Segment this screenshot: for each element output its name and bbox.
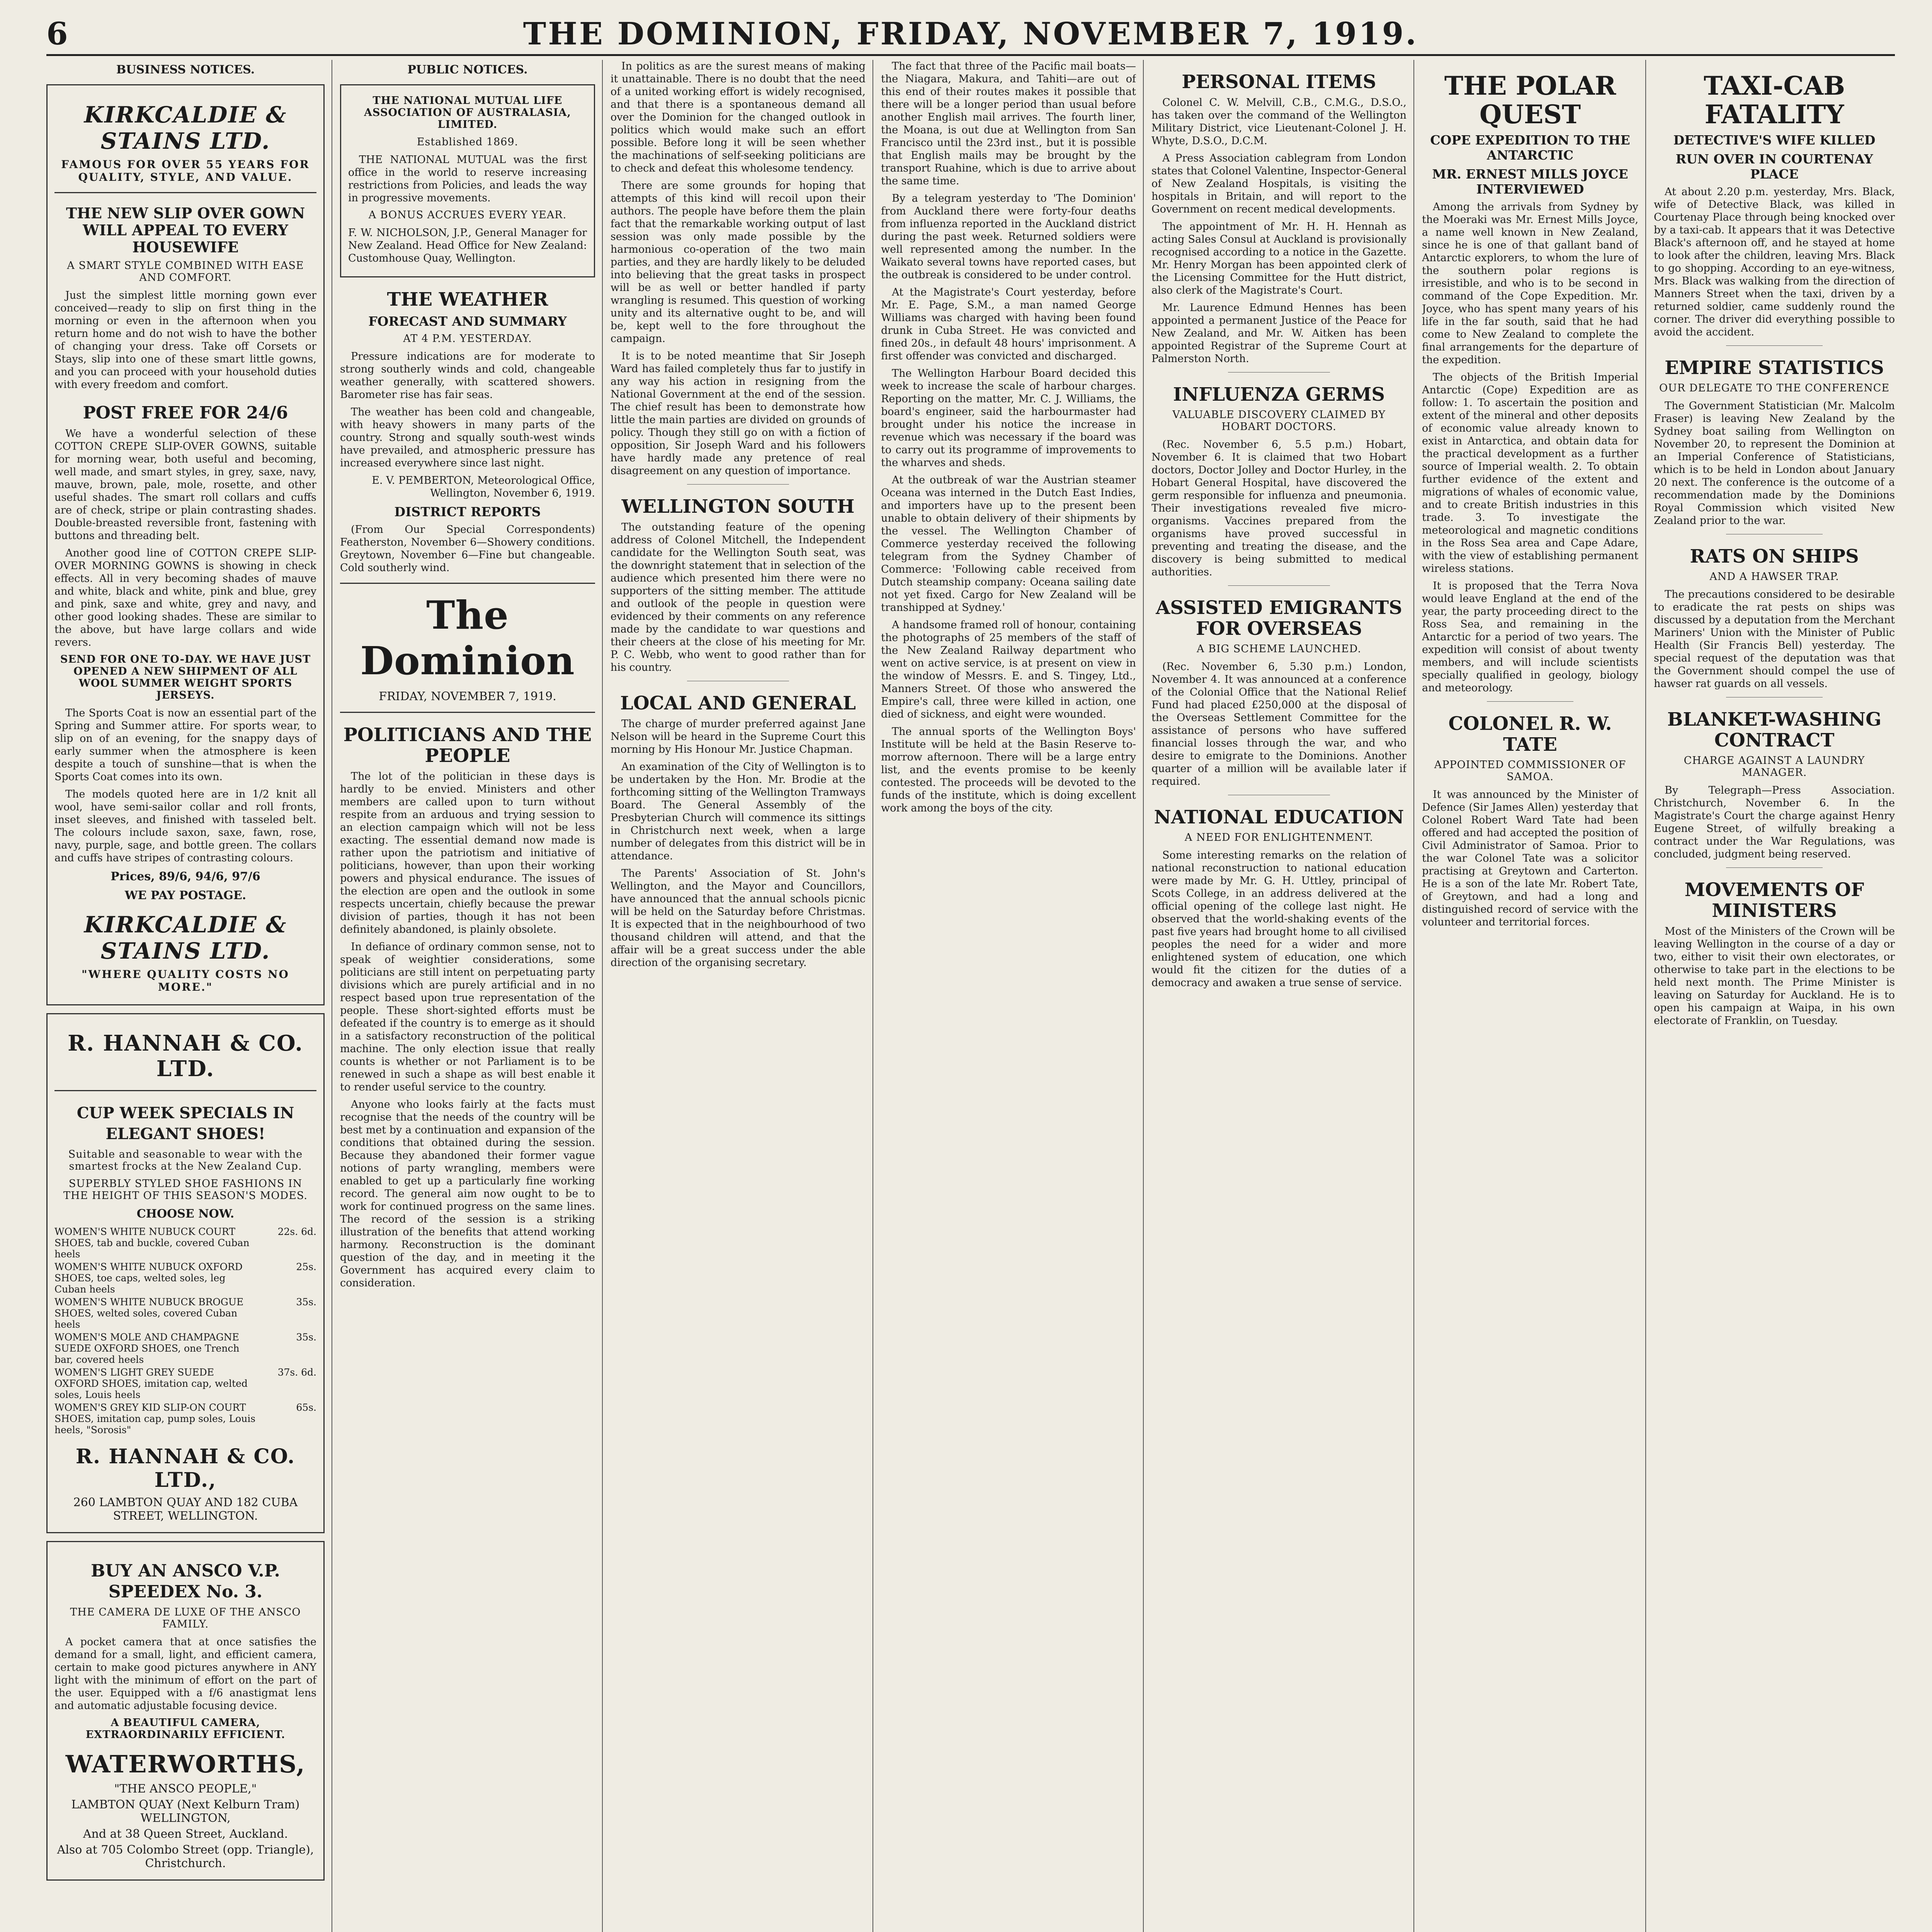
- article-paragraph: A Press Association cablegram from London states that Colonel Valentine, Inspector-General of New Zealand Hospitals, is visiting the hospitals in Britain, and will report to the Government on recent medical developments.: [1151, 152, 1406, 215]
- editorial-paragraph: It is to be noted meantime that Sir Joseph Ward has failed completely thus far to justify in any way his action in resigning from the National Government at the end of the session. The chief result has been to demonstrate how little the main parties are divided on grounds of policy. Though they still go on with a fiction of opposition, Sir Joseph Ward and his followers have hardly made any pretence of real disagreement on any question of importance.: [611, 350, 866, 477]
- article-heading: PERSONAL ITEMS: [1182, 71, 1376, 93]
- weather-paragraph: Pressure indications are for moderate to strong southerly winds and cold, changeable weather generally, with scattered showers. Barometer rise has fair seas.: [340, 350, 595, 401]
- advert-paragraph: The Sports Coat is now an essential part of the Spring and Summer attire. For sports wear, to slip on of an evening, for the snappy days of early summer when the atmosphere is keen despite a touch of sunshine—that is when the Sports Coat comes into its own.: [54, 707, 316, 783]
- column-rule: [1413, 60, 1414, 1932]
- article-paragraph: Most of the Ministers of the Crown will be leaving Wellington in the course of a day or two, either to visit their own electorates, or otherwise to take part in the elections to be held next month. The Prime Minister is leaving on Saturday for Auckland. He is to open his campaign at Waipa, in his own electorate of Franklin, on Tuesday.: [1654, 925, 1895, 1027]
- shoe-name: WOMEN'S MOLE AND CHAMPAGNE SUEDE OXFORD SHOES, one Trench bar, covered heels: [54, 1332, 240, 1365]
- article-paragraph: The objects of the British Imperial Antarctic (Cope) Expedition are as follow: 1. To ascertain the position and extent of the mineral and other deposits of economic value already known to exist in Antarctica, and obtain data for the practical development as a further source of Imperial wealth. 2. To obtain further evidence of the extent and migrations of whales of economic value, and to create British industries in this trade. 3. To investigate the meteorological and magnetic conditions in the Ross Sea area and Cape Adare, with the view of establishing permanent wireless stations.: [1422, 371, 1638, 575]
- column-rule: [1645, 60, 1646, 1932]
- advertiser-name: KIRKCALDIE & STAINS LTD.: [84, 102, 287, 154]
- flag-dateline: FRIDAY, NOVEMBER 7, 1919.: [379, 690, 556, 703]
- article-heading: ASSISTED EMIGRANTS FOR OVERSEAS: [1156, 597, 1402, 639]
- advert-subheading: SEND FOR ONE TO-DAY. WE HAVE JUST OPENED A NEW SHIPMENT OF ALL WOOL SUMMER WEIGHT SPORTS JERSEYS.: [60, 653, 311, 701]
- advertiser-address: 260 LAMBTON QUAY AND 182 CUBA STREET, WELLINGTON.: [73, 1496, 298, 1523]
- article-subheading: OUR DELEGATE TO THE CONFERENCE: [1659, 382, 1890, 394]
- notice-paragraph: THE NATIONAL MUTUAL was the first office in the world to reserve increasing restrictions from Policies, and leads the way in progressive movements.: [348, 154, 587, 204]
- article-paragraph: The charge of murder preferred against Jane Nelson will be heard in the Supreme Court this morning by His Honour Mr. Justice Chapman.: [611, 718, 866, 755]
- advert-heading: CUP WEEK SPECIALS IN ELEGANT SHOES!: [77, 1104, 294, 1143]
- article-subheading: COPE EXPEDITION TO THE ANTARCTIC: [1430, 133, 1630, 163]
- article-heading: EMPIRE STATISTICS: [1665, 357, 1884, 379]
- advert-choose: CHOOSE NOW.: [136, 1207, 235, 1221]
- shoe-item: [54, 1402, 316, 1435]
- news-paragraph: The Wellington Harbour Board decided this week to increase the scale of harbour charges. Reporting on the matter, Mr. C. J. Williams, the board's engineer, said the harbourmaster had brought under his notice the increase in revenue which was necessary if the board was to carry out its programme of improvements to the wharves and sheds.: [881, 367, 1136, 469]
- article-paragraph: Some interesting remarks on the relation of national reconstruction to national education were made by Mr. G. H. Uttley, principal of Scots College, in an address delivered at the official opening of the college last night. He observed that the world-shaking events of the past five years had brought home to all civilised peoples the need for a wider and more enlightened system of education, one which would fit the citizen for the duties of a democracy and awaken a true sense of service.: [1151, 849, 1406, 989]
- advert-subheading: Suitable and seasonable to wear with the smartest frocks at the New Zealand Cup.: [68, 1148, 303, 1172]
- article-paragraph: Among the arrivals from Sydney by the Moeraki was Mr. Ernest Mills Joyce, a name well known in New Zealand, since he is one of that gallant band of Antarctic explorers, to whom the lure of the southern polar regions is irresistible, and who is to be second in command of the Cope Expedition. Mr. Joyce, who has spent many years of his life in the far south, said that he had come to New Zealand to complete the final arrangements for the departure of the expedition.: [1422, 201, 1638, 366]
- shoe-price: 35s.: [296, 1332, 316, 1343]
- article-subheading: DETECTIVE'S WIFE KILLED: [1673, 133, 1876, 148]
- article-heading: NATIONAL EDUCATION: [1154, 806, 1404, 828]
- article-paragraph: It was announced by the Minister of Defence (Sir James Allen) yesterday that Colonel Robert Ward Tate had been offered and had accepted the position of Civil Administrator of Samoa. Prior to the war Colonel Tate was a solicitor practising at Greytown and Carterton. He is a son of the late Mr. Robert Tate, of Greytown, and had a long and distinguished record of service with the volunteer and territorial forces.: [1422, 789, 1638, 928]
- shoe-name: WOMEN'S WHITE NUBUCK COURT SHOES, tab and buckle, covered Cuban heels: [54, 1226, 250, 1260]
- weather-time: AT 4 P.M. YESTERDAY.: [403, 333, 532, 345]
- weather-signature: E. V. PEMBERTON, Meteorological Office, Wellington, November 6, 1919.: [372, 474, 595, 499]
- editorial-heading: POLITICIANS AND THE PEOPLE: [343, 724, 592, 767]
- article-paragraph: The appointment of Mr. H. H. Hennah as acting Sales Consul at Auckland is provisionally recognised according to a notice in the Gazette. Mr. Henry Morgan has been appointed clerk of the Licensing Committee for the Hutt district, also clerk of the Magistrate's Court.: [1151, 221, 1406, 296]
- newspaper-flag: The Dominion: [360, 592, 575, 684]
- shoe-price: 22s. 6d.: [277, 1226, 316, 1237]
- shoe-item: [54, 1367, 316, 1400]
- column-editorial: [611, 60, 866, 1932]
- column-business-notices: [46, 60, 325, 1932]
- page-number: 6: [46, 15, 68, 52]
- district-heading: DISTRICT REPORTS: [394, 504, 541, 519]
- article-heading: RATS ON SHIPS: [1690, 546, 1859, 567]
- advertiser-name: R. HANNAH & CO. LTD.: [68, 1031, 303, 1082]
- national-mutual-notice: [340, 84, 595, 277]
- advert-paragraph: A pocket camera that at once satisfies the demand for a small, light, and efficient camera, certain to make good pictures anywhere in ANY light with the minimum of effort on the part of the user. Equipped with a f/6 anastigmat lens and automatic adjustable focusing device.: [54, 1636, 316, 1712]
- article-subheading: MR. ERNEST MILLS JOYCE INTERVIEWED: [1432, 167, 1628, 197]
- article-heading: MOVEMENTS OF MINISTERS: [1684, 879, 1864, 922]
- news-paragraph: A handsome framed roll of honour, containing the photographs of 25 members of the staff of the New Zealand Railway department who went on active service, is at present on view in the window of Messrs. E. and S. Tingey, Ltd., Manners Street. Of those who answered the Empire's call, three were killed in action, one died of sickness, and eight were wounded.: [881, 619, 1136, 720]
- advertiser-address: LAMBTON QUAY (Next Kelburn Tram) WELLINGTON,: [71, 1798, 300, 1825]
- section-label: BUSINESS NOTICES.: [116, 63, 255, 77]
- shoe-name: WOMEN'S GREY KID SLIP-ON COURT SHOES, imitation cap, pump soles, Louis heels, "Sorosis": [54, 1402, 256, 1435]
- column-personal: [1151, 60, 1406, 1932]
- editorial-paragraph: Anyone who looks fairly at the facts must recognise that the needs of the country will be best met by a continuation and expansion of the conditions that obtained during the session. Because they abandoned their former vague notions of party wrangling, members were enabled to get up a particularly fine working record. The general aim now ought to be to work for continued progress on the same lines. The record of the session is a striking illustration of the benefits that attend working harmony. Reconstruction is the dominant question of the day, and in meeting it the Government has acquired every claim to consideration.: [340, 1099, 595, 1289]
- divider: [1228, 585, 1330, 586]
- article-paragraph: (Rec. November 6, 5.5 p.m.) Hobart, November 6. It is claimed that two Hobart doctors, Doctor Jolley and Doctor Hurley, in the Hobart General Hospital, have discovered the germ responsible for influenza and pneumonia. Their investigations revealed five micro-organisms. Vaccines prepared from the organisms have proved successful in preventing and treating the disease, and the discovery is being submitted to medical authorities.: [1151, 439, 1406, 578]
- advertiser-subname: "THE ANSCO PEOPLE,": [114, 1782, 257, 1796]
- advert-paragraph: Another good line of COTTON CREPE SLIP-OVER MORNING GOWNS is showing in check effects. All in very becoming shades of mauve and white, black and white, pink and blue, grey and pink, saxe and white, grey and navy, and other good looking shades. These are similar to the above, but have large collars and wide revers.: [54, 547, 316, 648]
- divider: [1487, 701, 1573, 702]
- article-heading: THE POLAR QUEST: [1444, 71, 1616, 129]
- article-heading: BLANKET-WASHING CONTRACT: [1667, 709, 1882, 751]
- advert-paragraph: The models quoted here are in 1/2 knit all wool, have semi-sailor collar and roll fronts, inset sleeves, and finished with tasseled belt. The colours include saxon, saxe, fawn, rose, navy, purple, sage, and bottle green. The collars and cuffs have stripes of contrasting colours.: [54, 788, 316, 864]
- article-paragraph: The outstanding feature of the opening address of Colonel Mitchell, the Independent candidate for the Wellington South seat, was the downright statement that in selection of the audience which presented him there were no supporters of the sitting member. The attitude and outlook of the people in question were evidenced by their comments on any reference made by the candidate to war questions and their cheers at the close of his meeting for Mr. P. C. Webb, who went to good rather than for his country.: [611, 521, 866, 673]
- column-polar: [1422, 60, 1638, 1932]
- article-paragraph: Colonel C. W. Melvill, C.B., C.M.G., D.S.O., has taken over the command of the Wellington Military District, vice Lieutenant-Colonel J. H. Whyte, D.S.O., D.C.M.: [1151, 97, 1406, 147]
- article-paragraph: The precautions considered to be desirable to eradicate the rat pests on ships was discussed by a deputation from the Merchant Mariners' Union with the Minister of Public Health (Sir Francis Bell) yesterday. The special request of the deputation was that the Government should compel the use of hawser rat guards on all vessels.: [1654, 588, 1895, 690]
- advertiser-address: Also at 705 Colombo Street (opp. Triangle), Christchurch.: [57, 1843, 314, 1870]
- divider: [340, 712, 595, 713]
- article-heading: COLONEL R. W. TATE: [1448, 713, 1612, 755]
- advertiser-address: And at 38 Queen Street, Auckland.: [83, 1827, 288, 1841]
- advertiser-tagline: FAMOUS FOR OVER 55 YEARS FOR QUALITY, STYLE, AND VALUE.: [61, 158, 310, 184]
- notice-bonus: A BONUS ACCRUES EVERY YEAR.: [368, 209, 567, 221]
- article-subheading: AND A HAWSER TRAP.: [1709, 571, 1839, 583]
- divider: [340, 583, 595, 584]
- masthead: [46, 12, 1895, 56]
- advert-paragraph: Just the simplest little morning gown ever conceived—ready to slip on first thing in the morning or even in the afternoon when you return home and do not wish to have the bother of changing your dress. Take off Corsets or Stays, slip into one of these smart little gowns, and you can proceed with your household duties with every freedom and comfort.: [54, 289, 316, 391]
- article-paragraph: The Government Statistician (Mr. Malcolm Fraser) is leaving New Zealand by the Sydney boat sailing from Wellington on November 20, to represent the Dominion at an Imperial Conference of Statisticians, which is to be held in London about January 20 next. The conference is the outcome of a recommendation made by the Dominions Royal Commission which visited New Zealand prior to the war.: [1654, 400, 1895, 527]
- advert-prices: Prices, 89/6, 94/6, 97/6: [111, 870, 260, 883]
- shoe-item: [54, 1261, 316, 1295]
- ansco-advert: [46, 1541, 325, 1881]
- article-subheading: CHARGE AGAINST A LAUNDRY MANAGER.: [1684, 755, 1865, 779]
- notice-title: THE NATIONAL MUTUAL LIFE ASSOCIATION OF AUSTRALASIA, LIMITED.: [364, 95, 571, 131]
- column-rule: [872, 60, 873, 1932]
- advertiser-motto: "WHERE QUALITY COSTS NO MORE.": [82, 968, 289, 993]
- kirkcaldie-advert: [46, 84, 325, 1005]
- column-news: [1654, 60, 1895, 1932]
- newspaper-title: THE DOMINION, FRIDAY, NOVEMBER 7, 1919.: [523, 15, 1418, 52]
- news-paragraph: The fact that three of the Pacific mail boats—the Niagara, Makura, and Tahiti—are out of this end of their routes makes it possible that there will be a longer period than usual before another English mail arrives. The fourth liner, the Moana, is out due at Wellington from San Francisco until the 23rd inst., but it is possible that English mails may be brought by the transport Ruahine, which is due to arrive about the same time.: [881, 60, 1136, 187]
- shoe-name: WOMEN'S LIGHT GREY SUEDE OXFORD SHOES, imitation cap, welted soles, Louis heels: [54, 1367, 248, 1400]
- article-paragraph: It is proposed that the Terra Nova would leave England at the end of the year, the party proceeding direct to the Ross Sea, and remaining in the Antarctic for a period of two years. The expedition will consist of about twenty members, and will include scientists specially qualified in geology, biology and meteorology.: [1422, 580, 1638, 694]
- advert-subheading: THE CAMERA DE LUXE OF THE ANSCO FAMILY.: [70, 1606, 301, 1630]
- column-rule: [602, 60, 603, 1932]
- article-subheading: A BIG SCHEME LAUNCHED.: [1196, 643, 1362, 655]
- weather-heading: THE WEATHER: [387, 289, 548, 310]
- article-heading: WELLINGTON SOUTH: [621, 496, 855, 517]
- divider: [1726, 345, 1823, 346]
- weather-subheading: FORECAST AND SUMMARY: [368, 314, 567, 329]
- shoe-name: WOMEN'S WHITE NUBUCK BROGUE SHOES, welted soles, covered Cuban heels: [54, 1296, 244, 1330]
- editorial-paragraph: In politics as are the surest means of making it unattainable. There is no doubt that the need of a united working effort is widely recognised, and that there is a spontaneous demand all over the Dominion for the changed outlook in politics which would make such an effort possible. Before long it will be seen whether the machinations of self-seeking politicians are to check and defeat this wholesome tendency.: [611, 60, 866, 174]
- shoe-item: [54, 1226, 316, 1260]
- advertiser-name: R. HANNAH & CO. LTD.,: [75, 1445, 296, 1492]
- advertiser-name: KIRKCALDIE & STAINS LTD.: [84, 912, 287, 964]
- article-heading: TAXI-CAB FATALITY: [1704, 71, 1845, 129]
- shoe-price: 25s.: [296, 1261, 316, 1272]
- shoe-item: [54, 1332, 316, 1365]
- article-heading: INFLUENZA GERMS: [1173, 384, 1385, 405]
- advert-postage: WE PAY POSTAGE.: [124, 889, 247, 902]
- advert-paragraph: We have a wonderful selection of these COTTON CREPE SLIP-OVER GOWNS, suitable for morning wear, both useful and becoming, well made, and smart styles, in grey, saxe, navy, mauve, brown, pale, mole, rosette, and other useful shades. The smart roll collars and cuffs are of check, stripe or plain contrasting shades. Double-breasted reversible front, fastening with buttons and threading belt.: [54, 428, 316, 542]
- hannah-advert: [46, 1013, 325, 1533]
- article-subheading: A NEED FOR ENLIGHTENMENT.: [1184, 832, 1374, 844]
- advertiser-name: WATERWORTHS,: [65, 1750, 306, 1778]
- divider: [687, 484, 789, 485]
- article-paragraph: Mr. Laurence Edmund Hennes has been appointed a permanent Justice of the Peace for New Zealand, and Mr. W. Aitken has been appointed Registrar of the Supreme Court at Palmerston North.: [1151, 302, 1406, 365]
- district-paragraph: (From Our Special Correspondents) Featherston, November 6—Showery conditions. Greytown, November 6—Fine but changeable. Cold southerly wind.: [340, 524, 595, 574]
- shoe-item: [54, 1296, 316, 1330]
- column-local-news: [881, 60, 1136, 1932]
- news-paragraph: At the Magistrate's Court yesterday, before Mr. E. Page, S.M., a man named George Williams was charged with having been found drunk in Cuba Street. He was convicted and fined 20s., in default 48 hours' imprisonment. A first offender was convicted and discharged.: [881, 286, 1136, 362]
- news-paragraph: By a telegram yesterday to 'The Dominion' from Auckland there were forty-four deaths from influenza reported in the Auckland district during the past week. Returned soldiers were well represented among the number. In the Waikato several towns have reported cases, but the outbreak is considered to be under control.: [881, 192, 1136, 281]
- article-subheading: APPOINTED COMMISSIONER OF SAMOA.: [1434, 759, 1626, 783]
- divider: [54, 192, 316, 193]
- advert-subheading: A BEAUTIFUL CAMERA, EXTRAORDINARILY EFFICIENT.: [85, 1717, 286, 1741]
- notice-established: Established 1869.: [417, 136, 519, 148]
- editorial-paragraph: The lot of the politician in these days is hardly to be envied. Ministers and other members are called upon to turn without respite from an arduous and trying session to an election campaign which will not be less exacting. The essential demand now made is rather upon the patriotism and initiative of politicians, however, than upon their working powers and physical endurance. The issues of the election are open and the outlook in some respects uncertain, chiefly because the prewar division of parties, though it has not been definitely abandoned, is plainly obsolete.: [340, 770, 595, 935]
- shoe-name: WOMEN'S WHITE NUBUCK OXFORD SHOES, toe caps, welted soles, leg Cuban heels: [54, 1261, 243, 1295]
- divider: [54, 1090, 316, 1091]
- shoe-price: 35s.: [296, 1296, 316, 1308]
- advert-price-heading: POST FREE FOR 24/6: [83, 403, 288, 423]
- column-rule: [1143, 60, 1144, 1932]
- shoe-price: 37s. 6d.: [277, 1367, 316, 1378]
- editorial-paragraph: There are some grounds for hoping that attempts of this kind will recoil upon their authors. The people have before them the plain fact that the remarkable working output of last session was only made possible by the harmonious co-operation of the two main parties, and they are hardly likely to be deluded into believing that the great tasks in prospect will be as well or better handled if party wrangling is resumed. This question of working unity and its alternative ought to be, and will be, kept well to the fore throughout the campaign.: [611, 180, 866, 345]
- news-paragraph: At the outbreak of war the Austrian steamer Oceana was interned in the Dutch East Indies, and importers have up to the present been unable to obtain delivery of their shipments by the vessel. The Wellington Chamber of Commerce yesterday received the following telegram from the Sydney Chamber of Commerce: 'Following cable received from Dutch steamship company: Oceana sailing date not yet fixed. Cargo for New Zealand will be transhipped at Sydney.': [881, 474, 1136, 614]
- article-paragraph: The Parents' Association of St. John's Wellington, and the Mayor and Councillors, have announced that the annual schools picnic will be held on the Saturday before Christmas. It is expected that in the neighbourhood of two thousand children will attend, and that the affair will be a great success under the able direction of the organising secretary.: [611, 867, 866, 969]
- notice-signature: F. W. NICHOLSON, J.P., General Manager for New Zealand. Head Office for New Zealand: Customhouse Quay, Wellington.: [348, 227, 587, 264]
- article-subheading: VALUABLE DISCOVERY CLAIMED BY HOBART DOCTORS.: [1172, 409, 1386, 433]
- shoe-price: 65s.: [296, 1402, 316, 1413]
- advert-heading: THE NEW SLIP OVER GOWN WILL APPEAL TO EVERY HOUSEWIFE: [66, 204, 305, 256]
- article-heading: LOCAL AND GENERAL: [620, 692, 856, 714]
- article-paragraph: By Telegraph—Press Association. Christchurch, November 6. In the Magistrate's Court the charge against Henry Eugene Street, of wilfully breaking a contract under the War Regulations, was concluded, judgment being reserved.: [1654, 784, 1895, 860]
- weather-paragraph: The weather has been cold and changeable, with heavy showers in many parts of the country. Strong and squally south-west winds have prevailed, and atmospheric pressure has increased everywhere since last night.: [340, 406, 595, 469]
- advert-subheading: A SMART STYLE COMBINED WITH EASE AND COMFORT.: [67, 260, 304, 284]
- editorial-paragraph: In defiance of ordinary common sense, not to speak of weightier considerations, some politicians are still intent on perpetuating party divisions which are purely artificial and in no respect based upon true representation of the people. These short-sighted efforts must be defeated if the country is to emerge as it should in a satisfactory reconstruction of the political machine. The only election issue that really counts is whether or not Parliament is to be renewed in such a shape as will best enable it to render useful service to the country.: [340, 941, 595, 1093]
- article-paragraph: At about 2.20 p.m. yesterday, Mrs. Black, wife of Detective Black, was killed in Courtenay Place through being knocked over by a taxi-cab. It appears that it was Detective Black's afternoon off, and he stayed at home to look after the children, leaving Mrs. Black to go shopping. According to an eye-witness, Mrs. Black was walking from the direction of Manners Street when the taxi, driven by a returned soldier, came suddenly round the corner. The driver did everything possible to avoid the accident.: [1654, 186, 1895, 338]
- article-subheading: RUN OVER IN COURTENAY PLACE: [1675, 151, 1873, 182]
- advert-subheading: SUPERBLY STYLED SHOE FASHIONS IN THE HEIGHT OF THIS SEASON'S MODES.: [63, 1178, 308, 1202]
- article-paragraph: (Rec. November 6, 5.30 p.m.) London, November 4. It was announced at a conference of the Colonial Office that the National Relief Fund had placed £250,000 at the disposal of the Overseas Settlement Committee for the assistance of persons who have suffered financial losses through the war, and who desire to emigrate to the Dominions. Another quarter of a million will be available later if required.: [1151, 661, 1406, 787]
- article-paragraph: An examination of the City of Wellington is to be undertaken by the Hon. Mr. Brodie at the forthcoming sitting of the Wellington Tramways Board. The General Assembly of the Presbyterian Church will commence its sittings in Christchurch next week, when a large number of delegates from this district will be in attendance.: [611, 761, 866, 862]
- advert-heading: BUY AN ANSCO V.P. SPEEDEX No. 3.: [91, 1561, 280, 1602]
- column-public-notices: [340, 60, 595, 1932]
- news-paragraph: The annual sports of the Wellington Boys' Institute will be held at the Basin Reserve to-morrow afternoon. There will be a large entry list, and the events promise to be keenly contested. The proceeds will be devoted to the funds of the institute, which is doing excellent work among the boys of the city.: [881, 726, 1136, 814]
- divider: [1726, 867, 1823, 868]
- section-label: PUBLIC NOTICES.: [407, 63, 528, 77]
